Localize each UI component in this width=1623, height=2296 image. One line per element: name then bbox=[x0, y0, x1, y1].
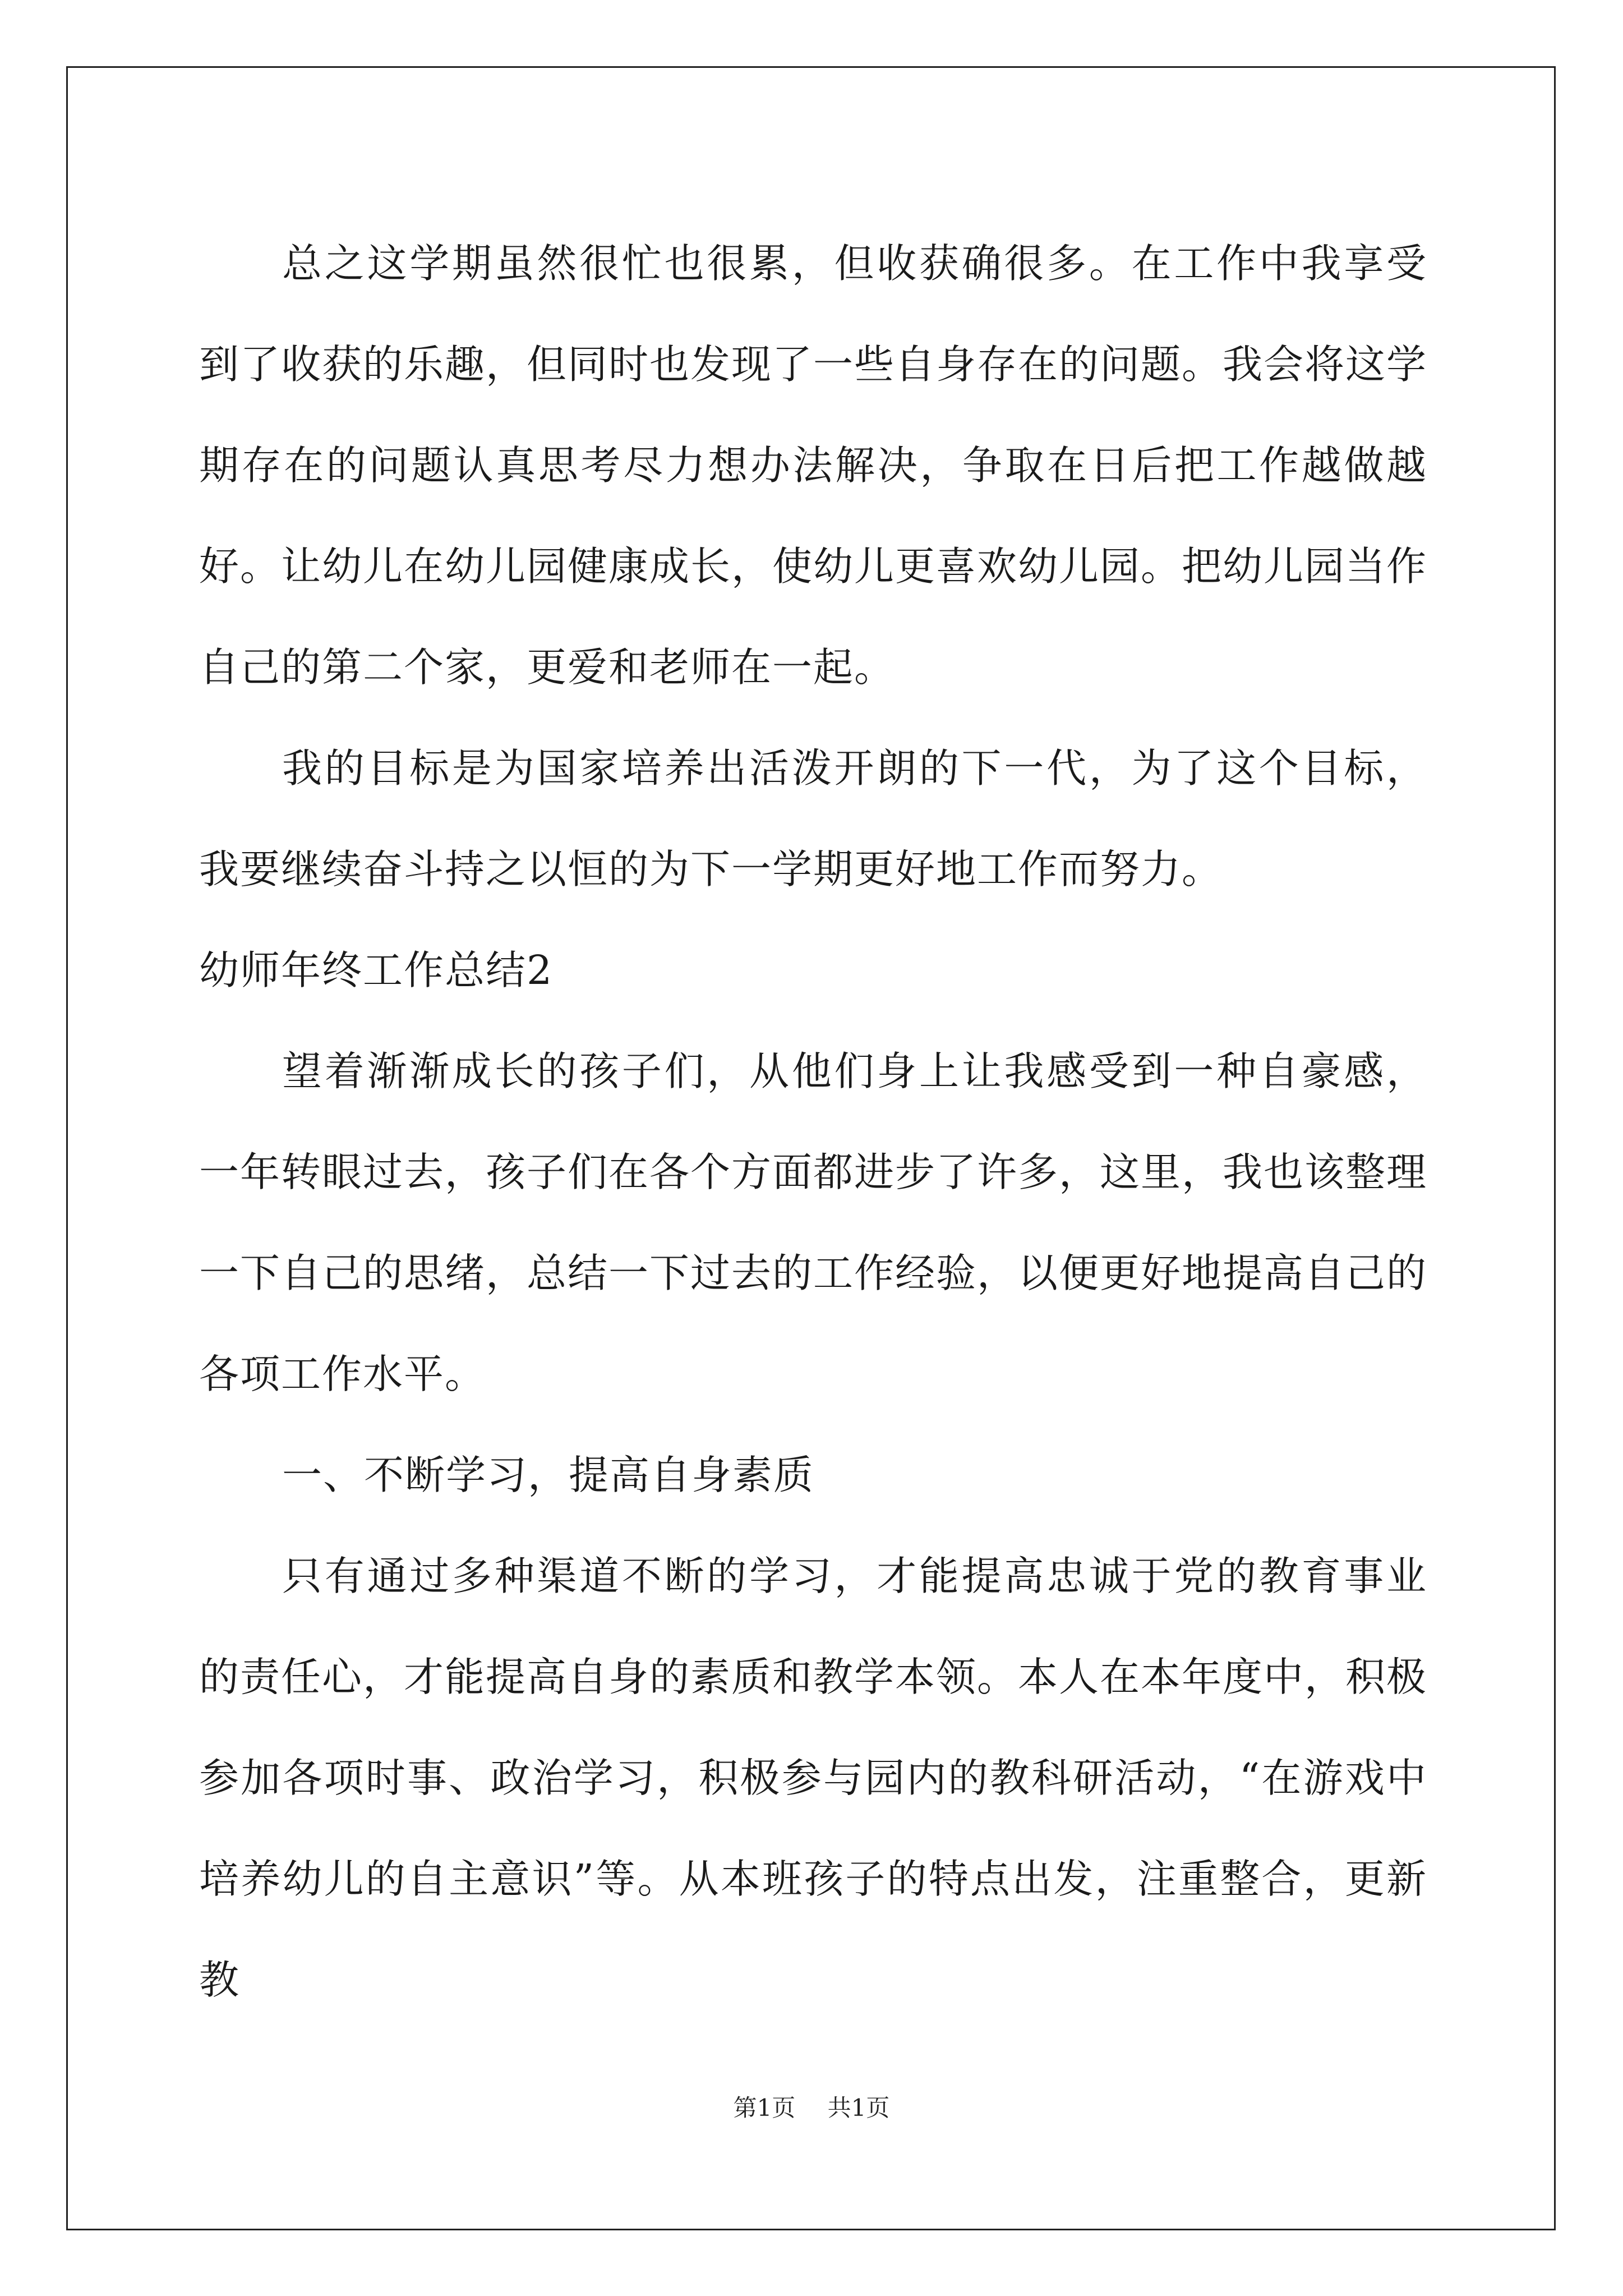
subsection-heading: 一、不断学习，提高自身素质 bbox=[282, 1452, 815, 1498]
section-heading: 幼师年终工作总结2 bbox=[199, 947, 554, 993]
paragraph-goal: 我的目标是为国家培养出活泼开朗的下一代，为了这个目标，我要继续奋斗持之以恒的为下一学期更好地工作而努力。 bbox=[199, 745, 1427, 892]
page-number: 第1页 bbox=[733, 2094, 796, 2122]
paragraph-study: 只有通过多种渠道不断的学习，才能提高忠诚于党的教育事业的责任心，才能提高自身的素质和教学本领。本人在本年度中，积极参加各项时事、政治学习，积极参与园内的教科研活动，“在游戏中培养幼儿的自主意识”等。从本班孩子的特点出发，注重整合，更新教 bbox=[199, 1553, 1428, 2003]
paragraph-intro: 望着渐渐成长的孩子们，从他们身上让我感受到一种自豪感，一年转眼过去，孩子们在各个方面都进步了许多，这里，我也该整理一下自己的思绪，总结一下过去的工作经验，以便更好地提高自己的各项工作水平。 bbox=[199, 1048, 1428, 1397]
page-footer bbox=[0, 2091, 1623, 2125]
page-total: 共1页 bbox=[827, 2094, 890, 2122]
paragraph-summary: 总之这学期虽然很忙也很累，但收获确很多。在工作中我享受到了收获的乐趣，但同时也发现了一些自身存在的问题。我会将这学期存在的问题认真思考尽力想办法解决，争取在日后把工作越做越好。让幼儿在幼儿园健康成长，使幼儿更喜欢幼儿园。把幼儿园当作自己的第二个家，更爱和老师在一起。 bbox=[199, 240, 1428, 691]
document-body bbox=[199, 213, 1427, 2031]
